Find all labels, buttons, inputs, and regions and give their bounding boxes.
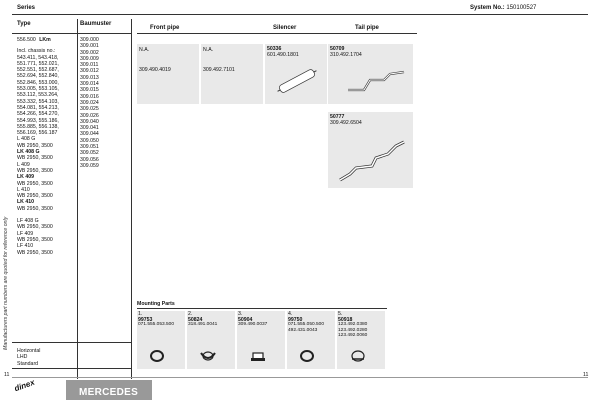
mounting-item xyxy=(287,311,335,369)
mounting-parts xyxy=(137,311,387,369)
chassis-line: 554.993, 555.186, xyxy=(17,117,59,124)
variant-name: LK 410 xyxy=(17,199,35,206)
variant-name: LK 408 G xyxy=(17,149,40,156)
series-label: Series xyxy=(17,5,36,11)
part-panel-front-pipe-2: N.A. 309.492.7101 xyxy=(201,44,263,104)
baumuster-item: 309.015 xyxy=(80,87,99,94)
variant-wb: WB 2950, 3500 xyxy=(17,224,53,231)
column-divider-1 xyxy=(77,19,78,379)
chassis-line: 556.169, 556.187 xyxy=(17,130,58,137)
mounting-item-ref: 071.555.050.500 xyxy=(288,322,325,327)
part-panel-tail-pipe-2: 50777 309.492.6504 xyxy=(328,112,413,188)
parts-header-rule xyxy=(137,33,417,34)
mounting-item-ref: 309.490.0037 xyxy=(238,322,268,327)
mounting-item-number: 3. xyxy=(238,311,243,317)
type-footer-line: LHD xyxy=(17,354,28,361)
mounting-item xyxy=(187,311,235,369)
baumuster-item: 309.001 xyxy=(80,43,99,50)
mounting-item-ref: 071.555.053.500 xyxy=(138,322,175,327)
baumuster-item: 309.056 xyxy=(80,156,99,163)
chassis-line: Incl. chassis no.: xyxy=(17,48,56,55)
variant-name: LF 409 xyxy=(17,230,34,237)
side-note: Manufacturers part numbers are quoted for reference only xyxy=(3,216,9,350)
column-divider-2 xyxy=(131,19,132,379)
variant-name: L 410 xyxy=(17,186,30,193)
page-number-right: 11 xyxy=(583,372,589,378)
page-number-left: 11 xyxy=(4,372,10,378)
baumuster-item: 309.014 xyxy=(80,81,99,88)
tail-pipe-bent-icon xyxy=(336,138,408,184)
mounting-item-code: 99753 xyxy=(138,317,153,323)
type-footer xyxy=(17,348,40,367)
col-type: Type xyxy=(17,21,31,27)
variant-wb: WB 2950, 3500 xyxy=(17,167,53,174)
variant-wb: WB 2950, 3500 xyxy=(17,155,53,162)
mounting-item-number: 4. xyxy=(288,311,293,317)
footer-rule xyxy=(12,377,588,378)
baumuster-item: 309.052 xyxy=(80,150,99,157)
baumuster-item: 309.050 xyxy=(80,137,99,144)
chassis-line: 554.266, 554.270, xyxy=(17,111,59,118)
chassis-line: 553.005, 553.105, xyxy=(17,86,59,93)
mounting-item-code: 50904 xyxy=(238,317,253,323)
part-panel-tail-pipe-1: 50709 310.492.1704 xyxy=(328,44,413,104)
baumuster-item: 309.009 xyxy=(80,55,99,62)
baumuster-item: 309.002 xyxy=(80,49,99,56)
chassis-line: 552.551, 552.687, xyxy=(17,67,59,74)
header-rule xyxy=(12,14,588,15)
brand-bar xyxy=(66,380,152,400)
col-front-pipe: Front pipe xyxy=(150,25,180,31)
baumuster-item: 309.051 xyxy=(80,144,99,151)
variant-wb: WB 2950, 3500 xyxy=(17,180,53,187)
variant-wb: WB 2950, 3500 xyxy=(17,236,53,243)
variant-name: LK 409 xyxy=(17,174,35,181)
baumuster-list xyxy=(80,37,99,169)
mounting-rule xyxy=(137,308,387,309)
baumuster-item: 309.059 xyxy=(80,162,99,169)
type-footer-line: Standard xyxy=(17,360,39,367)
chassis-line: 555.885, 556.138, xyxy=(17,123,59,130)
clamp-ring-icon xyxy=(149,349,165,368)
system-value: 150100527 xyxy=(506,5,537,11)
chassis-line: 551.771, 552.021, xyxy=(17,60,59,67)
baumuster-item: 309.011 xyxy=(80,62,99,69)
variant-name: L 408 G xyxy=(17,136,36,143)
type-header-rule xyxy=(12,33,131,34)
baumuster-item: 309.024 xyxy=(80,99,99,106)
bracket-icon xyxy=(349,349,367,368)
part-panel-front-pipe-1: N.A. 309.490.4019 xyxy=(137,44,199,104)
mounting-item-number: 2. xyxy=(188,311,193,317)
mounting-item-code: 99750 xyxy=(288,317,303,323)
mounting-title: Mounting Parts xyxy=(137,301,175,307)
chassis-line: 554.081, 554.213, xyxy=(17,104,59,111)
baumuster-item: 309.026 xyxy=(80,112,99,119)
baumuster-item: 309.041 xyxy=(80,125,99,132)
variant-wb: WB 2950, 3500 xyxy=(17,193,53,200)
mounting-item-code: 50824 xyxy=(188,317,203,323)
baumuster-item: 309.025 xyxy=(80,106,99,113)
mounting-item xyxy=(337,311,385,369)
baumuster-item: 309.013 xyxy=(80,74,99,81)
chassis-line: 552.846, 553.000, xyxy=(17,79,59,86)
mounting-item xyxy=(137,311,185,369)
system-label: System No.: xyxy=(470,5,505,11)
rubber-mount-icon xyxy=(249,349,267,368)
chassis-line: 552.694, 552.840, xyxy=(17,73,59,80)
mounting-item-ref: 123.492.0380 xyxy=(338,322,368,327)
variant-name: LF 408 G xyxy=(17,218,39,225)
type-block xyxy=(17,37,75,256)
type-bottom-rule xyxy=(12,368,132,369)
lkm-logo-icon: LKm xyxy=(39,37,51,43)
type-footer-rule xyxy=(12,342,131,343)
chassis-list xyxy=(17,48,75,136)
mounting-item-number: 1. xyxy=(138,311,143,317)
brand-label: MERCEDES xyxy=(79,387,139,398)
silencer-icon xyxy=(275,66,319,96)
col-tail-pipe: Tail pipe xyxy=(355,25,379,31)
tail-pipe-icon xyxy=(346,66,406,94)
col-baumuster: Baumuster xyxy=(80,21,112,27)
mounting-item-ref: 123.492.0060 xyxy=(338,333,368,338)
chassis-line: 553.332, 554.103, xyxy=(17,98,59,105)
variant-wb: WB 2950, 3500 xyxy=(17,249,53,256)
variant-name: LF 410 xyxy=(17,243,34,250)
baumuster-item: 309.044 xyxy=(80,131,99,138)
chassis-line: 553.112, 553.264, xyxy=(17,92,59,99)
mounting-item-ref: 123.492.0280 xyxy=(338,327,368,333)
type-footer-line: Horizontal xyxy=(17,348,41,354)
variant-wb: WB 2950, 3500 xyxy=(17,142,53,149)
variant-list xyxy=(17,136,75,255)
variant-wb: WB 2950, 3500 xyxy=(17,205,53,212)
chassis-line: 543.411, 543.418, xyxy=(17,54,59,61)
part-panel-silencer: 50336 601.490.1801 xyxy=(265,44,327,104)
baumuster-item: 309.000 xyxy=(80,37,99,43)
clamp-ring-icon xyxy=(299,349,315,368)
baumuster-item: 309.012 xyxy=(80,68,99,75)
system-number xyxy=(470,5,536,12)
baumuster-item: 309.040 xyxy=(80,118,99,125)
mounting-item-ref: 492.431.0043 xyxy=(288,327,318,333)
dinex-logo: dinex xyxy=(13,377,36,394)
col-silencer: Silencer xyxy=(273,25,297,31)
variant-name: L 409 xyxy=(17,161,30,168)
baumuster-item: 309.016 xyxy=(80,93,99,100)
mounting-item xyxy=(237,311,285,369)
mounting-item-code: 50918 xyxy=(338,317,353,323)
clamp-bracket-icon xyxy=(199,349,217,368)
type-model-row: 556.500 LKm xyxy=(17,37,51,43)
mounting-item-number: 5. xyxy=(338,311,343,317)
mounting-item-ref: 318.491.0041 xyxy=(188,322,218,327)
